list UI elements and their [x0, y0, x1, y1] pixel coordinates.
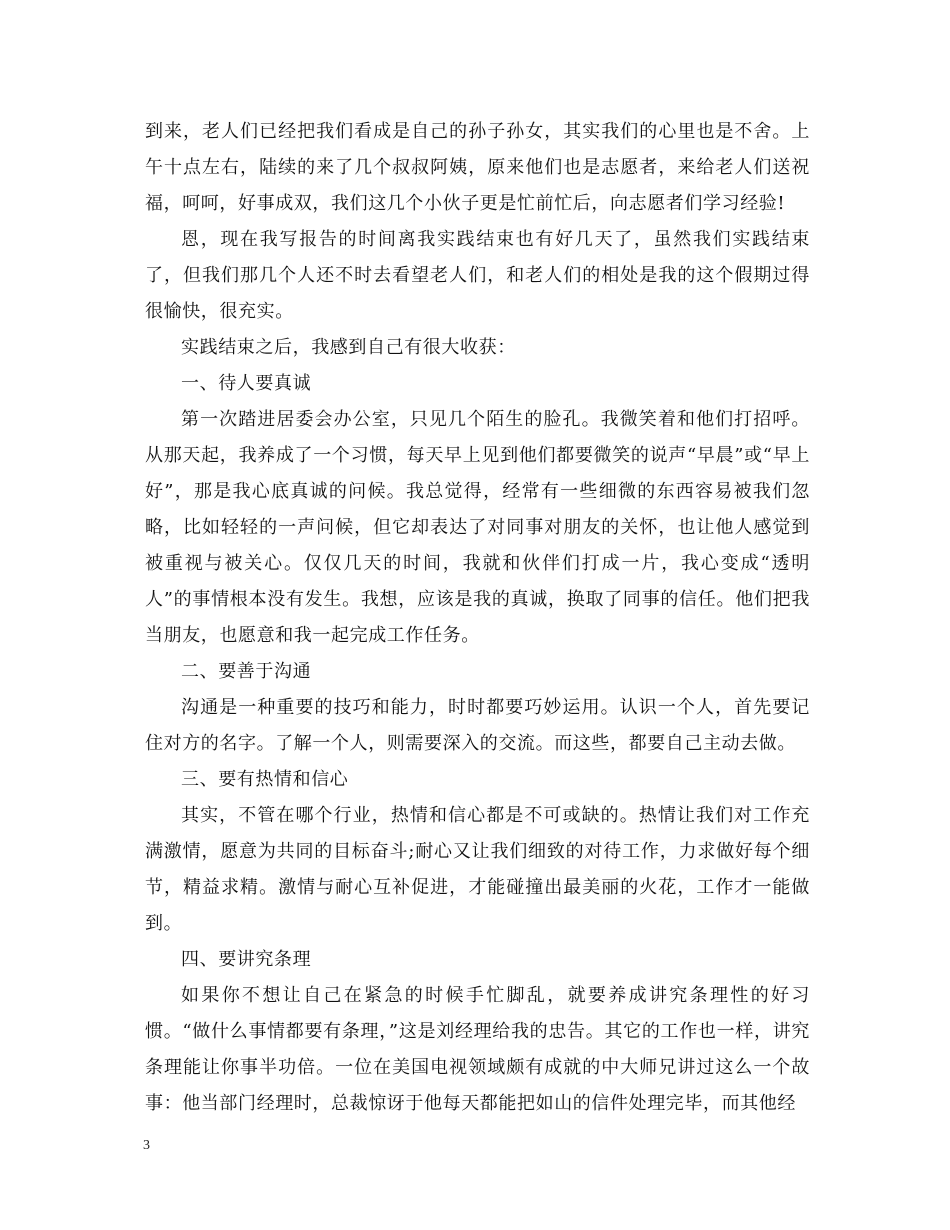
paragraph-5: 沟通是一种重要的技巧和能力，时时都要巧妙运用。认识一个人，首先要记住对方的名字。了解一个人，则需要深入的交流。而这些，都要自己主动去做。 [145, 697, 810, 754]
paragraph-2: 恩，现在我写报告的时间离我实践结束也有好几天了，虽然我们实践结束了，但我们那几个人还不时去看望老人们，和老人们的相处是我的这个假期过得很愉快，很充实。 [145, 229, 810, 322]
document-body [145, 114, 810, 1122]
section-heading-1: 一、待人要真诚 [181, 373, 312, 394]
page-number: 3 [143, 1138, 150, 1153]
paragraph-7: 如果你不想让自己在紧急的时候手忙脚乱，就要养成讲究条理性的好习惯。“做什么事情都要有条理，”这是刘经理给我的忠告。其它的工作也一样，讲究条理能让你事半功倍。一位在美国电视领域颇有成就的中大师兄讲过这么一个故事：他当部门经理时，总裁惊讶于他每天都能把如山的信件处理完毕，而其他经 [145, 985, 810, 1114]
paragraph-6: 其实，不管在哪个行业，热情和信心都是不可或缺的。热情让我们对工作充满激情，愿意为共同的目标奋斗;耐心又让我们细致的对待工作，力求做好每个细节，精益求精。激情与耐心互补促进，才能碰撞出最美丽的火花，工作才一能做到。 [145, 805, 810, 934]
section-heading-3: 三、要有热情和信心 [181, 769, 349, 790]
section-heading-2: 二、要善于沟通 [181, 661, 312, 682]
paragraph-3: 实践结束之后，我感到自己有很大收获： [181, 337, 516, 358]
section-heading-4: 四、要讲究条理 [181, 949, 312, 970]
paragraph-4: 第一次踏进居委会办公室，只见几个陌生的脸孔。我微笑着和他们打招呼。从那天起，我养成了一个习惯，每天早上见到他们都要微笑的说声“早晨”或“早上好”，那是我心底真诚的问候。我总觉得，经常有一些细微的东西容易被我们忽略，比如轻轻的一声问候，但它却表达了对同事对朋友的关怀，也让他人感觉到被重视与被关心。仅仅几天的时间，我就和伙伴们打成一片，我心变成“透明人”的事情根本没有发生。我想，应该是我的真诚，换取了同事的信任。他们把我当朋友，也愿意和我一起完成工作任务。 [145, 409, 810, 646]
paragraph-1: 到来，老人们已经把我们看成是自己的孙子孙女，其实我们的心里也是不舍。上午十点左右，陆续的来了几个叔叔阿姨，原来他们也是志愿者，来给老人们送祝福，呵呵，好事成双，我们这几个小伙子更是忙前忙后，向志愿者们学习经验! [145, 121, 810, 214]
